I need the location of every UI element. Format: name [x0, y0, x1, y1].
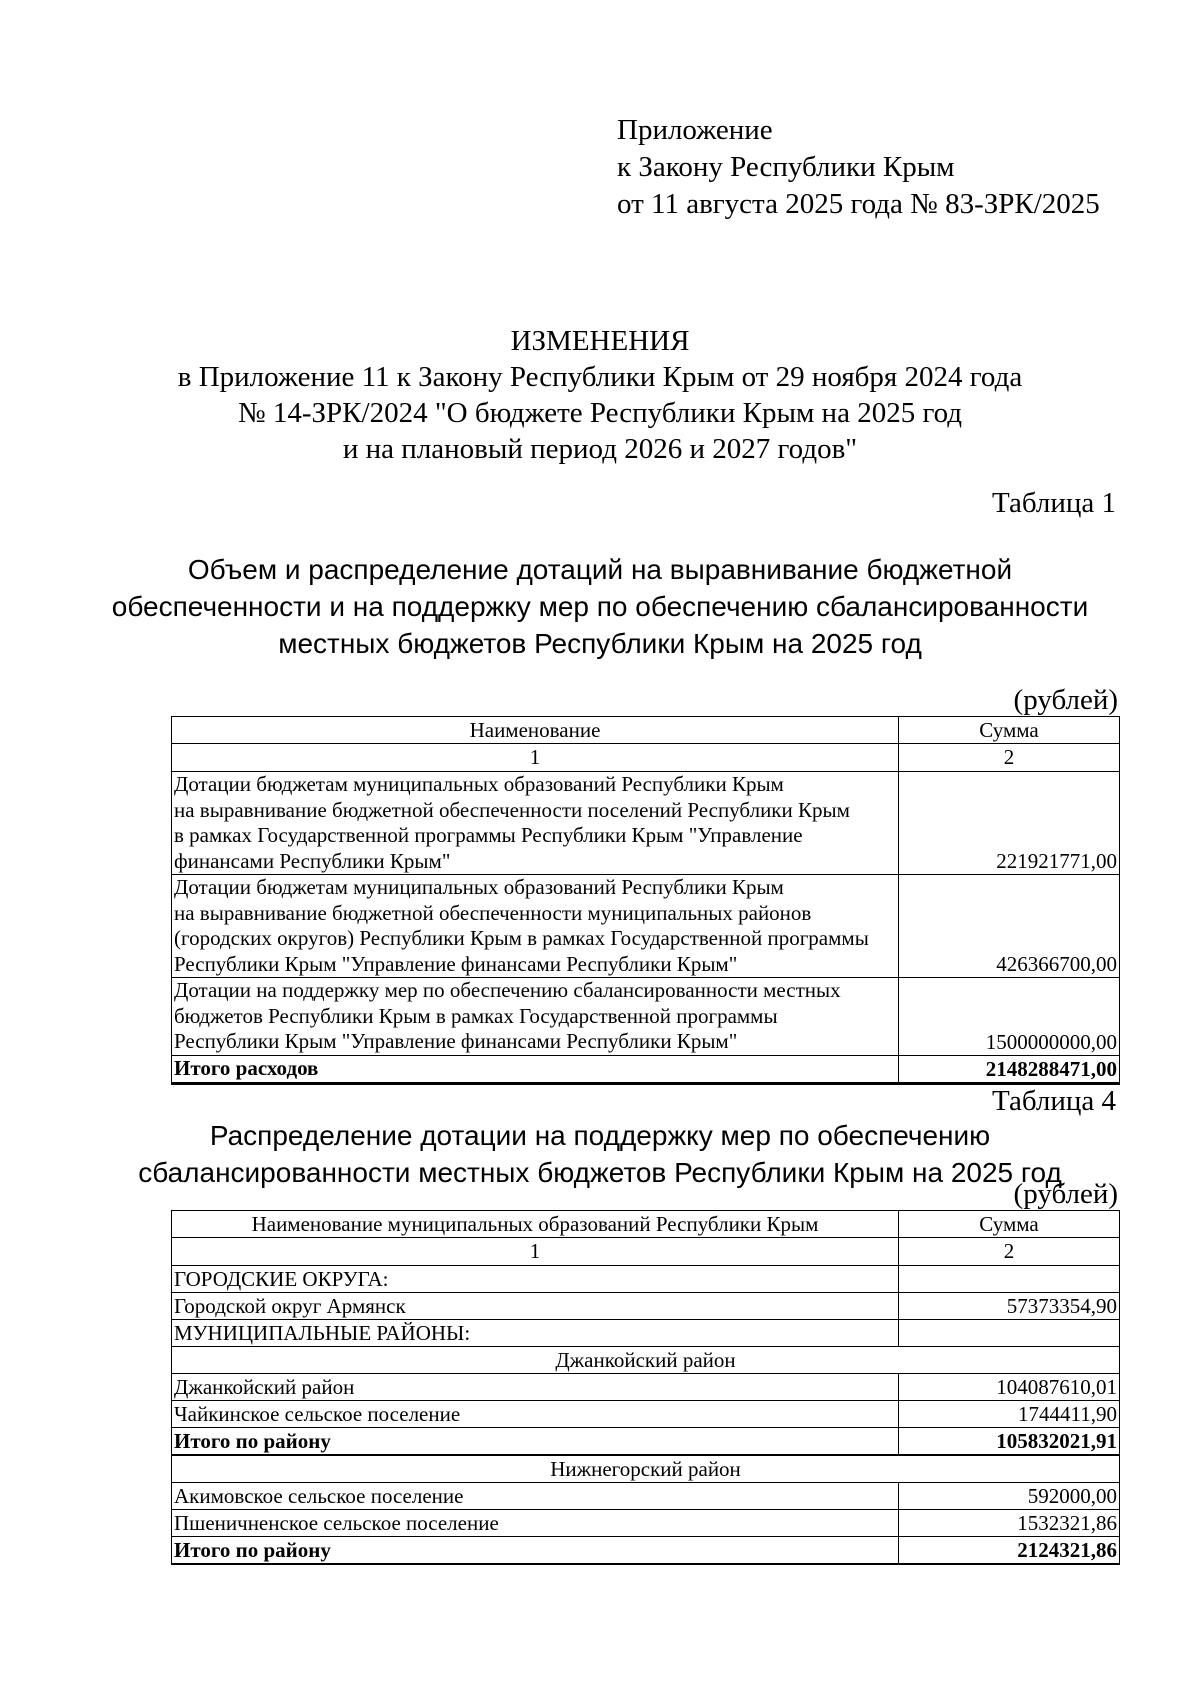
- row-name-line: на выравнивание бюджетной обеспеченности поселений Республики Крым: [174, 797, 850, 822]
- row-name: Пшеничненское сельское поселение: [172, 1510, 899, 1537]
- table-4-header-name: Наименование муниципальных образований Республики Крым: [172, 1211, 899, 1238]
- table-row: [172, 1293, 1120, 1320]
- table-row: [172, 978, 1120, 1056]
- row-name: Чайкинское сельское поселение: [172, 1401, 899, 1428]
- table-1-heading-line-1: Объем и распределение дотаций на выравнивание бюджетной: [187, 554, 1013, 585]
- appendix-line-1: Приложение: [617, 114, 773, 146]
- table-1-header-row: [172, 717, 1120, 744]
- row-sum: 57373354,90: [899, 1293, 1120, 1320]
- table-1-header-name: Наименование: [172, 717, 899, 744]
- total-sum: 2124321,86: [899, 1537, 1120, 1565]
- table-1-heading-line-2: обеспеченности и на поддержку мер по обеспечению сбалансированности: [111, 591, 1089, 622]
- table-4-heading-line-1: Распределение дотации на поддержку мер по обеспечению: [209, 1120, 991, 1151]
- table-row: [172, 772, 1120, 875]
- total-sum: 105832021,91: [899, 1428, 1120, 1456]
- row-name-line: Дотации бюджетам муниципальных образований Республики Крым: [174, 875, 784, 899]
- appendix-line-3: от 11 августа 2025 года № 83-ЗРК/2025: [617, 188, 1100, 220]
- row-name: Джанкойский район: [172, 1374, 899, 1401]
- row-sum: 426366700,00: [899, 875, 1120, 978]
- row-sum: 592000,00: [899, 1483, 1120, 1510]
- table-4-heading: [100, 1117, 1100, 1191]
- district-total-row: [172, 1428, 1120, 1456]
- table-1-heading: [100, 551, 1100, 662]
- row-name-line: (городских округов) Республики Крым в рамках Государственной программы: [174, 926, 869, 950]
- row-name: Акимовское сельское поселение: [172, 1483, 899, 1510]
- table-4-header-sum: Сумма: [899, 1211, 1120, 1238]
- row-name-line: Дотации на поддержку мер по обеспечению сбалансированности местных: [174, 978, 841, 1002]
- section-row-districts: [172, 1320, 1120, 1347]
- row-name-line: Дотации бюджетам муниципальных образований Республики Крым: [174, 772, 784, 796]
- row-sum: 1532321,86: [899, 1510, 1120, 1537]
- table-row: [172, 1401, 1120, 1428]
- table-1-label: Таблица 1: [991, 487, 1116, 519]
- table-1-number-row: [172, 744, 1120, 772]
- title-line-2: в Приложение 11 к Закону Республики Крым от 29 ноября 2024 года: [177, 361, 1023, 393]
- district-total-row: [172, 1537, 1120, 1565]
- appendix-line-2: к Закону Республики Крым: [617, 151, 955, 183]
- row-sum: 104087610,01: [899, 1374, 1120, 1401]
- table-4-number-row: [172, 1238, 1120, 1266]
- table-1-col-number-2: 2: [899, 744, 1120, 772]
- table-1-col-number-1: 1: [172, 744, 899, 772]
- row-name-line: на выравнивание бюджетной обеспеченности муниципальных районов: [174, 900, 812, 925]
- district-name: Нижнегорский район: [172, 1455, 1120, 1483]
- table-1-header-sum: Сумма: [899, 717, 1120, 744]
- row-name-line: Республики Крым "Управление финансами Республики Крым": [174, 951, 738, 976]
- section-urban-label: ГОРОДСКИЕ ОКРУГА:: [172, 1266, 899, 1293]
- section-districts-label: МУНИЦИПАЛЬНЫЕ РАЙОНЫ:: [172, 1320, 899, 1347]
- row-name-line: Республики Крым "Управление финансами Республики Крым": [174, 1029, 738, 1053]
- table-1-units: (рублей): [1013, 684, 1118, 716]
- empty-cell: [899, 1266, 1120, 1293]
- row-sum: 1744411,90: [899, 1401, 1120, 1428]
- total-label: Итого расходов: [172, 1055, 899, 1083]
- table-4-col-number-2: 2: [899, 1238, 1120, 1266]
- row-sum: 1500000000,00: [899, 978, 1120, 1056]
- appendix-reference: [617, 112, 1100, 223]
- table-row: [172, 875, 1120, 978]
- table-4-header-row: [172, 1211, 1120, 1238]
- total-label: Итого по району: [172, 1537, 899, 1565]
- row-name-line: финансами Республики Крым": [174, 848, 451, 873]
- row-sum: 221921771,00: [899, 772, 1120, 875]
- table-4-col-number-1: 1: [172, 1238, 899, 1266]
- title-line-3: № 14-ЗРК/2024 "О бюджете Республики Крым на 2025 год: [237, 397, 963, 429]
- table-1: [171, 716, 1120, 1085]
- table-1-heading-line-3: местных бюджетов Республики Крым на 2025 год: [278, 628, 922, 659]
- row-name: [172, 978, 899, 1056]
- table-4: [171, 1210, 1120, 1565]
- table-row: [172, 1374, 1120, 1401]
- district-header-row: [172, 1347, 1120, 1374]
- row-name: [172, 772, 899, 875]
- total-label: Итого по району: [172, 1428, 899, 1456]
- table-4-label: Таблица 4: [991, 1085, 1116, 1117]
- empty-cell: [899, 1320, 1120, 1347]
- table-row: [172, 1483, 1120, 1510]
- row-name: Городской округ Армянск: [172, 1293, 899, 1320]
- title-line-4: и на плановый период 2026 и 2027 годов": [342, 433, 858, 465]
- district-header-row: [172, 1455, 1120, 1483]
- table-4-heading-line-2: сбалансированности местных бюджетов Республики Крым на 2025 год: [138, 1157, 1062, 1188]
- title-line-1: ИЗМЕНЕНИЯ: [510, 325, 690, 357]
- table-row: [172, 1510, 1120, 1537]
- row-name-line: в рамках Государственной программы Республики Крым "Управление: [174, 823, 803, 847]
- district-name: Джанкойский район: [172, 1347, 1120, 1374]
- total-sum: 2148288471,00: [899, 1055, 1120, 1083]
- table-4-units: (рублей): [1013, 1178, 1118, 1210]
- document-title: [100, 323, 1100, 467]
- row-name-line: бюджетов Республики Крым в рамках Государственной программы: [174, 1003, 778, 1028]
- table-1-total-row: [172, 1055, 1120, 1083]
- row-name: [172, 875, 899, 978]
- section-row-urban: [172, 1266, 1120, 1293]
